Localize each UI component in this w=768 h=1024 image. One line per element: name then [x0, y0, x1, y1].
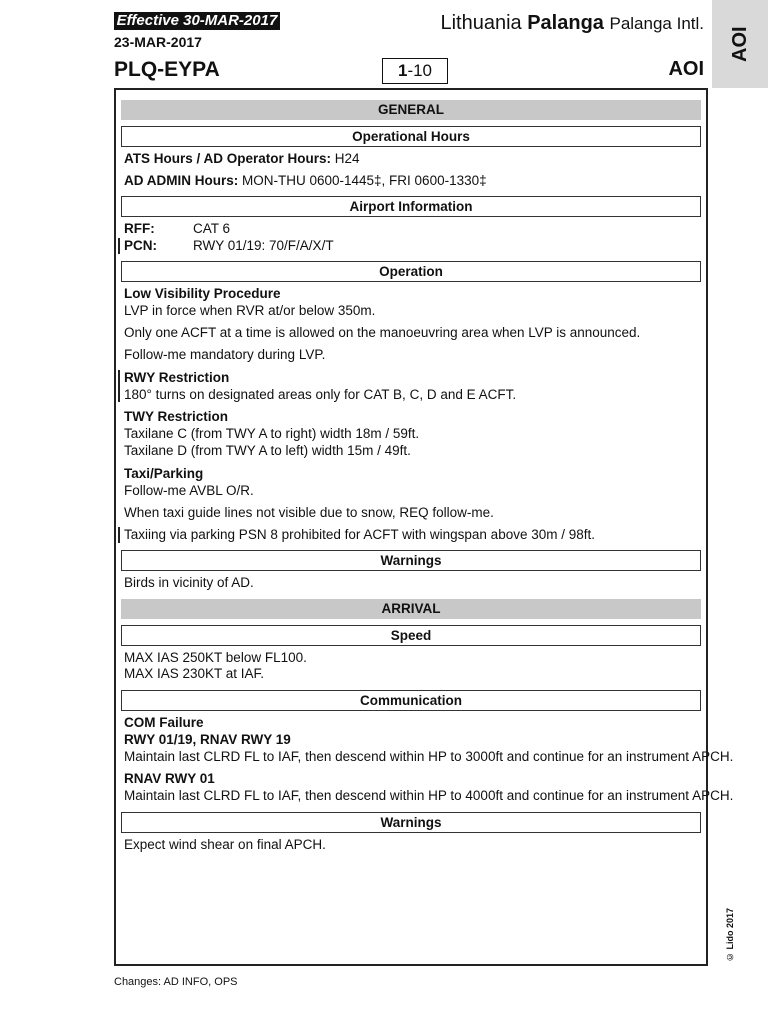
- ats-hours-line: [124, 151, 360, 167]
- subheading-warnings-arrival: Warnings: [121, 812, 701, 833]
- com-failure-subtitle: RWY 01/19, RNAV RWY 19: [124, 732, 291, 747]
- taxi-parking-title: Taxi/Parking: [124, 466, 204, 481]
- subheading-airport-information: Airport Information: [121, 196, 701, 217]
- speed-line: MAX IAS 230KT at IAF.: [124, 666, 265, 681]
- admin-hours-value: MON-THU 0600-1445‡, FRI 0600-1330‡: [238, 173, 487, 188]
- pcn-value: RWY 01/19: 70/F/A/X/T: [193, 238, 334, 253]
- rff-value: CAT 6: [193, 221, 231, 236]
- page-number-box: [382, 58, 448, 84]
- lvp-line: Only one ACFT at a time is allowed on the manoeuvring area when LVP is announced.: [124, 325, 641, 340]
- rwy-restriction-title: RWY Restriction: [124, 370, 230, 385]
- warnings-line: Birds in vicinity of AD.: [124, 575, 254, 590]
- warnings-line: Expect wind shear on final APCH.: [124, 837, 326, 852]
- twy-restriction-line: Taxilane C (from TWY A to right) width 18m / 59ft.: [124, 426, 420, 441]
- com-failure-subtitle: RNAV RWY 01: [124, 771, 215, 786]
- subheading-communication: Communication: [121, 690, 701, 711]
- twy-restriction-title: TWY Restriction: [124, 409, 229, 424]
- ats-hours-label: ATS Hours / AD Operator Hours:: [124, 151, 332, 166]
- twy-restriction-line: Taxilane D (from TWY A to left) width 15m / 49ft.: [124, 443, 411, 458]
- airport-code: PLQ-EYPA: [114, 58, 220, 81]
- speed-line: MAX IAS 250KT below FL100.: [124, 650, 307, 665]
- rwy-restriction-line: 180° turns on designated areas only for CAT B, C, D and E ACFT.: [124, 387, 517, 402]
- section-heading-general: GENERAL: [121, 100, 701, 120]
- page-title: [420, 12, 704, 35]
- change-bar: [118, 370, 120, 402]
- effective-date-banner: Effective 30-MAR-2017: [114, 12, 280, 30]
- country-name: Lithuania: [440, 12, 522, 34]
- section-heading-arrival: ARRIVAL: [121, 599, 701, 619]
- admin-hours-line: [124, 173, 487, 189]
- subheading-operational-hours: Operational Hours: [121, 126, 701, 147]
- ats-hours-value: H24: [331, 151, 360, 166]
- admin-hours-label: AD ADMIN Hours:: [124, 173, 239, 188]
- copyright-notice: © Lido 2017: [725, 907, 735, 962]
- pcn-label: PCN:: [124, 238, 157, 253]
- subheading-warnings-general: Warnings: [121, 550, 701, 571]
- rff-label: RFF:: [124, 221, 155, 236]
- changes-note: Changes: AD INFO, OPS: [114, 976, 238, 988]
- side-tab: [712, 0, 768, 88]
- page-number-sub: -10: [407, 61, 433, 80]
- lvp-title: Low Visibility Procedure: [124, 286, 281, 301]
- page-number-main: 1: [397, 61, 408, 80]
- issue-date: 23-MAR-2017: [114, 34, 202, 50]
- subheading-speed: Speed: [121, 625, 701, 646]
- taxi-parking-line: When taxi guide lines not visible due to snow, REQ follow-me.: [124, 505, 494, 520]
- city-name: Palanga: [527, 12, 604, 34]
- lvp-line: LVP in force when RVR at/or below 350m.: [124, 303, 376, 318]
- taxi-parking-line: Follow-me AVBL O/R.: [124, 483, 254, 498]
- change-bar: [118, 527, 120, 543]
- subheading-operation: Operation: [121, 261, 701, 282]
- taxi-parking-line: Taxiing via parking PSN 8 prohibited for ACFT with wingspan above 30m / 98ft.: [124, 527, 595, 542]
- section-code: AOI: [668, 58, 704, 80]
- lvp-line: Follow-me mandatory during LVP.: [124, 347, 326, 362]
- com-failure-title: COM Failure: [124, 715, 204, 730]
- com-failure-line: Maintain last CLRD FL to IAF, then descend within HP to 4000ft and continue for an instrument APCH.: [124, 788, 734, 803]
- airport-name: Palanga Intl.: [609, 14, 704, 33]
- com-failure-line: Maintain last CLRD FL to IAF, then descend within HP to 3000ft and continue for an instrument APCH.: [124, 749, 734, 764]
- change-bar: [118, 238, 120, 254]
- side-tab-label: AOI: [729, 26, 751, 62]
